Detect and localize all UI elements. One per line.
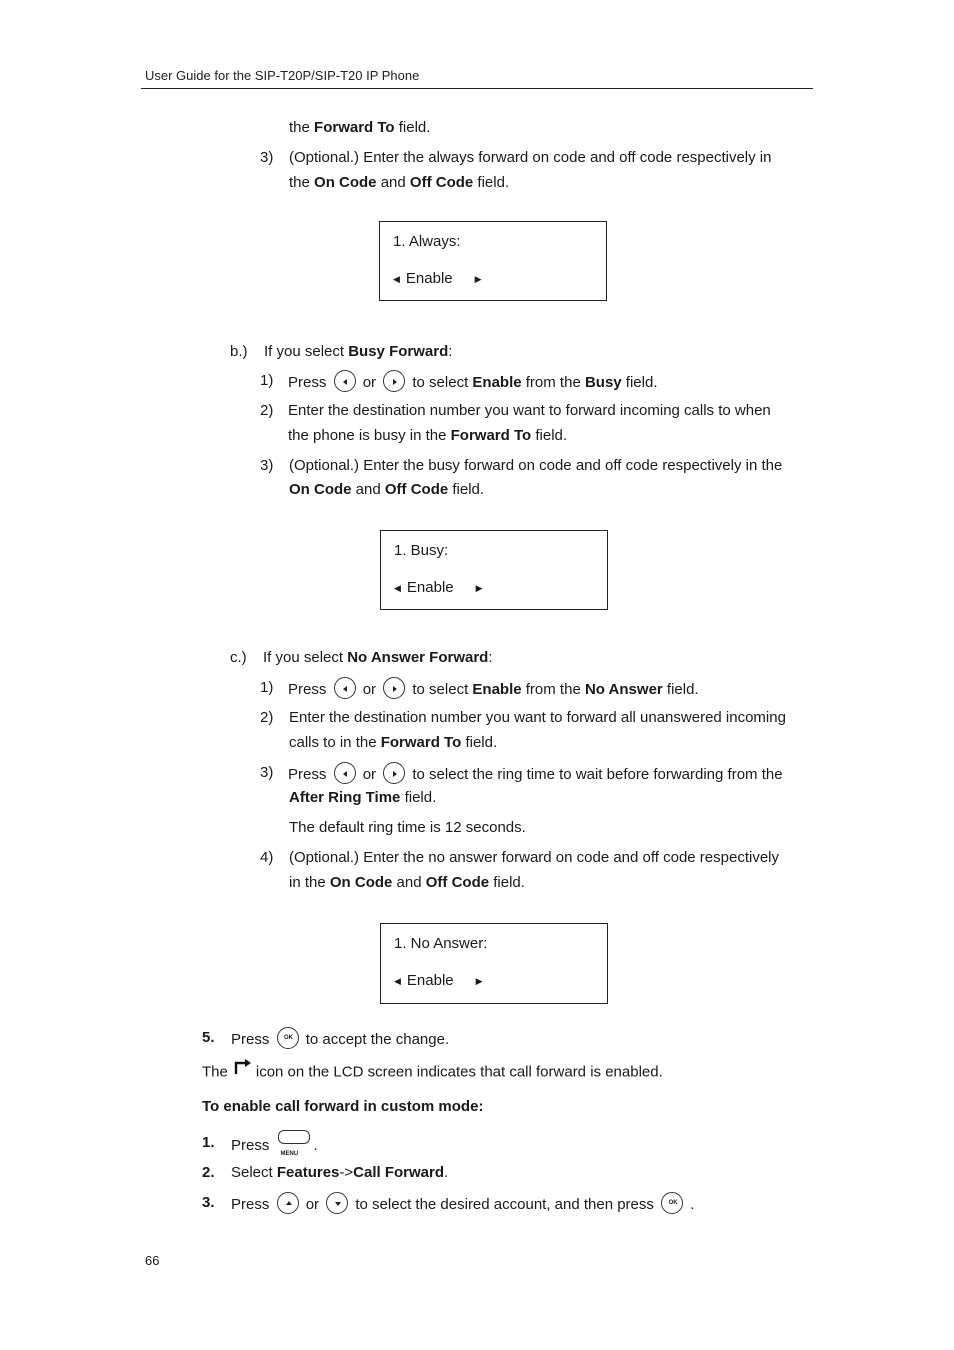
text: from the (521, 680, 585, 698)
enable-label: Enable (472, 373, 522, 391)
left-triangle-icon: ◀ (394, 583, 401, 593)
busy-step2-line1: Enter the destination number you want to forward incoming calls to when (288, 402, 771, 419)
text: field. (400, 789, 437, 806)
menu-key-icon (277, 1130, 311, 1157)
section-heading: To enable call forward in custom mode: (202, 1098, 484, 1115)
right-triangle-icon: ▶ (474, 274, 482, 284)
text: field. (473, 174, 510, 191)
no-answer-forward-label: No Answer Forward (347, 649, 489, 666)
lcd-screen-always (379, 221, 607, 301)
text: field. (621, 373, 658, 391)
on-code-label: On Code (314, 174, 377, 191)
left-triangle-icon: ◀ (393, 274, 400, 284)
text: icon on the LCD screen indicates that call forward is enabled. (255, 1063, 663, 1081)
text: field. (489, 874, 525, 891)
text: or (305, 1195, 320, 1213)
lcd-value-row (393, 270, 482, 287)
call-forward-label: Call Forward (353, 1164, 445, 1181)
text: or (362, 765, 377, 783)
step-number: 3) (260, 457, 274, 474)
noanswer-step3-note: The default ring time is 12 seconds. (289, 819, 526, 836)
text: field. (394, 119, 431, 136)
busy-label: Busy (584, 373, 622, 391)
forward-to-label: Forward To (314, 119, 395, 136)
text: Press (231, 1030, 270, 1048)
text: and (376, 174, 410, 191)
off-code-label: Off Code (384, 481, 449, 498)
call-forward-icon (234, 1058, 252, 1081)
text: to select (412, 373, 473, 391)
text: the phone is busy in the (288, 427, 451, 444)
on-code-label: On Code (289, 481, 352, 498)
custom-step2 (231, 1164, 448, 1182)
enable-label: Enable (472, 680, 522, 698)
text: to select (412, 680, 473, 698)
left-triangle-icon: ◀ (394, 976, 401, 986)
step-number: 1. (202, 1134, 215, 1151)
lcd-title: 1. Always: (393, 233, 461, 250)
step-number: 3) (260, 764, 274, 781)
text: The (202, 1063, 228, 1081)
menu-key-label: MENU (280, 1151, 299, 1157)
lcd-value-row (394, 972, 483, 989)
sub-label: c.) (230, 649, 247, 666)
text: field. (531, 427, 568, 444)
noanswer-step3-line2 (289, 789, 436, 807)
busy-intro (264, 343, 452, 361)
text: or (362, 373, 377, 391)
text: calls to in the (289, 734, 381, 751)
text: : (448, 343, 453, 360)
text: : (488, 649, 493, 666)
right-triangle-icon: ▶ (475, 976, 483, 986)
step5-line (231, 1029, 449, 1051)
text: and (392, 874, 426, 891)
right-triangle-icon: ▶ (475, 583, 483, 593)
text: Press (288, 680, 327, 698)
after-ring-time-label: After Ring Time (289, 789, 401, 806)
lcd-value-row (394, 579, 483, 596)
text: Press (231, 1136, 270, 1154)
step-number: 1) (260, 679, 274, 696)
text: to accept the change. (305, 1030, 450, 1048)
ok-key-label: OK (284, 1035, 294, 1041)
lcd-title: 1. Busy: (394, 542, 449, 559)
text: Select (231, 1164, 277, 1181)
sub-label: b.) (230, 343, 248, 360)
text: Press (231, 1195, 270, 1213)
text: -> (339, 1164, 354, 1181)
ok-key-label: OK (668, 1200, 678, 1206)
left-arrow-key-icon (334, 677, 356, 699)
lcd-title: 1. No Answer: (394, 935, 488, 952)
lcd-screen-busy (380, 530, 608, 610)
text: to select the desired account, and then press (355, 1195, 654, 1213)
forward-to-label: Forward To (450, 427, 532, 444)
text: If you select (263, 649, 348, 666)
step-number: 1) (260, 372, 274, 389)
custom-step1 (231, 1134, 318, 1158)
running-header: User Guide for the SIP-T20P/SIP-T20 IP Phone (145, 68, 420, 83)
up-arrow-key-icon (277, 1192, 299, 1214)
always-forward-to-line (289, 119, 430, 137)
noanswer-step2-line1: Enter the destination number you want to forward all unanswered incoming (289, 709, 786, 726)
noanswer-step4-line2 (289, 874, 525, 892)
busy-step2-line2 (288, 427, 567, 445)
noanswer-step4-line1: (Optional.) Enter the no answer forward on code and off code respectively (289, 849, 779, 866)
lcd-value: Enable (405, 270, 453, 287)
text: . (444, 1164, 449, 1181)
step-number: 2) (260, 709, 274, 726)
left-arrow-key-icon (334, 370, 356, 392)
left-arrow-key-icon (334, 762, 356, 784)
off-code-label: Off Code (409, 174, 474, 191)
text: and (351, 481, 385, 498)
busy-forward-label: Busy Forward (348, 343, 449, 360)
text: Press (288, 765, 327, 783)
ok-key-icon (277, 1027, 299, 1049)
text: the (289, 174, 315, 191)
on-code-label: On Code (329, 874, 393, 891)
text: field. (461, 734, 498, 751)
busy-step3-line1: (Optional.) Enter the busy forward on code and off code respectively in the (289, 457, 783, 474)
ok-key-icon (661, 1192, 683, 1214)
right-arrow-key-icon (383, 370, 405, 392)
text: Press (288, 373, 327, 391)
step-number: 2) (260, 402, 274, 419)
step-number: 3) (260, 149, 274, 166)
noanswer-step3-line1 (288, 764, 783, 786)
lcd-screen-no-answer (380, 923, 608, 1004)
off-code-label: Off Code (425, 874, 490, 891)
busy-step3-line2 (289, 481, 484, 499)
right-arrow-key-icon (383, 677, 405, 699)
lcd-value: Enable (406, 579, 454, 596)
forward-to-label: Forward To (380, 734, 462, 751)
text: field. (448, 481, 485, 498)
step-number: 3. (202, 1194, 215, 1211)
text: . (313, 1136, 318, 1154)
features-label: Features (276, 1164, 340, 1181)
lcd-value: Enable (406, 972, 454, 989)
always-step3-line2 (289, 174, 509, 192)
menu-key-shape (278, 1130, 310, 1144)
noanswer-intro (263, 649, 493, 667)
right-arrow-key-icon (383, 762, 405, 784)
text: the (289, 119, 315, 136)
no-answer-label: No Answer (584, 680, 663, 698)
step-number: 2. (202, 1164, 215, 1181)
step-number: 4) (260, 849, 274, 866)
text: If you select (264, 343, 349, 360)
busy-step1 (288, 372, 658, 394)
text: or (362, 680, 377, 698)
text: field. (662, 680, 699, 698)
always-step3-line1: (Optional.) Enter the always forward on code and off code respectively in (289, 149, 772, 166)
text: from the (521, 373, 585, 391)
page-number: 66 (145, 1253, 160, 1268)
custom-step3 (231, 1194, 694, 1216)
step-number: 5. (202, 1029, 215, 1046)
noanswer-step2-line2 (289, 734, 497, 752)
text: in the (289, 874, 330, 891)
call-forward-icon-note (202, 1061, 663, 1084)
text: to select the ring time to wait before forwarding from the (412, 765, 783, 783)
down-arrow-key-icon (326, 1192, 348, 1214)
text: . (690, 1195, 695, 1213)
header-rule (141, 88, 813, 89)
noanswer-step1 (288, 679, 699, 701)
